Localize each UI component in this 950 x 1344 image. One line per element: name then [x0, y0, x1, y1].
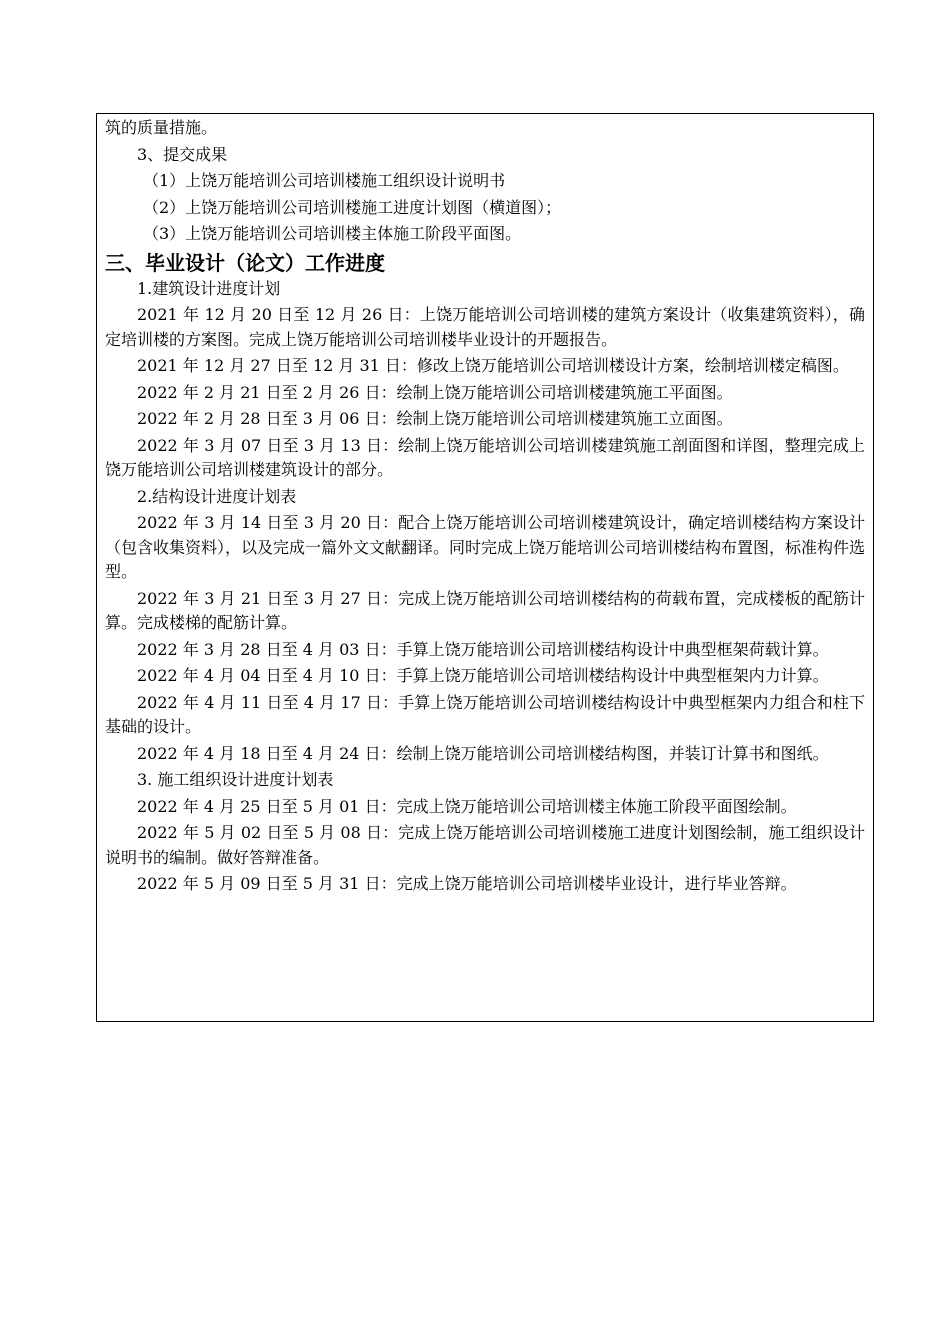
construction-title: 3. 施工组织设计进度计划表 — [137, 770, 334, 789]
schedule-entry: 2022 年 5 月 09 日至 5 月 31 日：完成上饶万能培训公司培训楼毕业设计，进行毕业答辩。 — [137, 874, 797, 893]
submission-item: （3）上饶万能培训公司培训楼主体施工阶段平面图。 — [143, 224, 522, 243]
structure-title: 2.结构设计进度计划表 — [137, 486, 297, 506]
top-fragment: 筑的质量措施。 — [105, 118, 218, 137]
schedule-entry: 2022 年 3 月 14 日至 3 月 20 日：配合上饶万能培训公司培训楼建筑设计，确定培训楼结构方案设计（包含收集资料），以及完成一篇外文文献翻译。同时完成上饶万能培训公司培训楼结构布置图，标准构件选型。 — [105, 513, 866, 581]
schedule-entry: 2022 年 4 月 25 日至 5 月 01 日：完成上饶万能培训公司培训楼主体施工阶段平面图绘制。 — [137, 796, 797, 816]
schedule-entry: 2022 年 2 月 21 日至 2 月 26 日：绘制上饶万能培训公司培训楼建筑施工平面图。 — [137, 382, 733, 402]
document-table-cell — [96, 113, 874, 1022]
schedule-entry: 2022 年 3 月 07 日至 3 月 13 日：绘制上饶万能培训公司培训楼建筑施工剖面图和详图，整理完成上饶万能培训公司培训楼建筑设计的部分。 — [105, 435, 865, 479]
schedule-entry: 2021 年 12 月 27 日至 12 月 31 日：修改上饶万能培训公司培训楼设计方案，绘制培训楼定稿图。 — [137, 356, 849, 375]
section-heading: 三、毕业设计（论文）工作进度 — [105, 250, 385, 275]
submission-title: 3、提交成果 — [137, 144, 228, 164]
submission-item: （2）上饶万能培训公司培训楼施工进度计划图（横道图）； — [143, 197, 562, 217]
schedule-entry: 2021 年 12 月 20 日至 12 月 26 日：上饶万能培训公司培训楼的建筑方案设计（收集建筑资料），确定培训楼的方案图。完成上饶万能培训公司培训楼毕业设计的开题报告。 — [105, 305, 865, 349]
submission-item: （1）上饶万能培训公司培训楼施工组织设计说明书 — [143, 171, 506, 190]
schedule-entry: 2022 年 4 月 18 日至 4 月 24 日：绘制上饶万能培训公司培训楼结构图，并装订计算书和图纸。 — [137, 743, 829, 763]
architecture-title: 1.建筑设计进度计划 — [137, 278, 281, 298]
schedule-entry: 2022 年 2 月 28 日至 3 月 06 日：绘制上饶万能培训公司培训楼建筑施工立面图。 — [137, 409, 733, 428]
schedule-entry: 2022 年 3 月 21 日至 3 月 27 日：完成上饶万能培训公司培训楼结构的荷载布置，完成楼板的配筋计算。完成楼梯的配筋计算。 — [105, 588, 865, 632]
schedule-entry: 2022 年 4 月 11 日至 4 月 17 日：手算上饶万能培训公司培训楼结构设计中典型框架内力组合和柱下基础的设计。 — [105, 692, 865, 736]
schedule-entry: 2022 年 3 月 28 日至 4 月 03 日：手算上饶万能培训公司培训楼结构设计中典型框架荷载计算。 — [137, 639, 829, 659]
schedule-entry: 2022 年 5 月 02 日至 5 月 08 日：完成上饶万能培训公司培训楼施工进度计划图绘制，施工组织设计说明书的编制。做好答辩准备。 — [105, 823, 865, 867]
schedule-entry: 2022 年 4 月 04 日至 4 月 10 日：手算上饶万能培训公司培训楼结构设计中典型框架内力计算。 — [137, 666, 829, 685]
